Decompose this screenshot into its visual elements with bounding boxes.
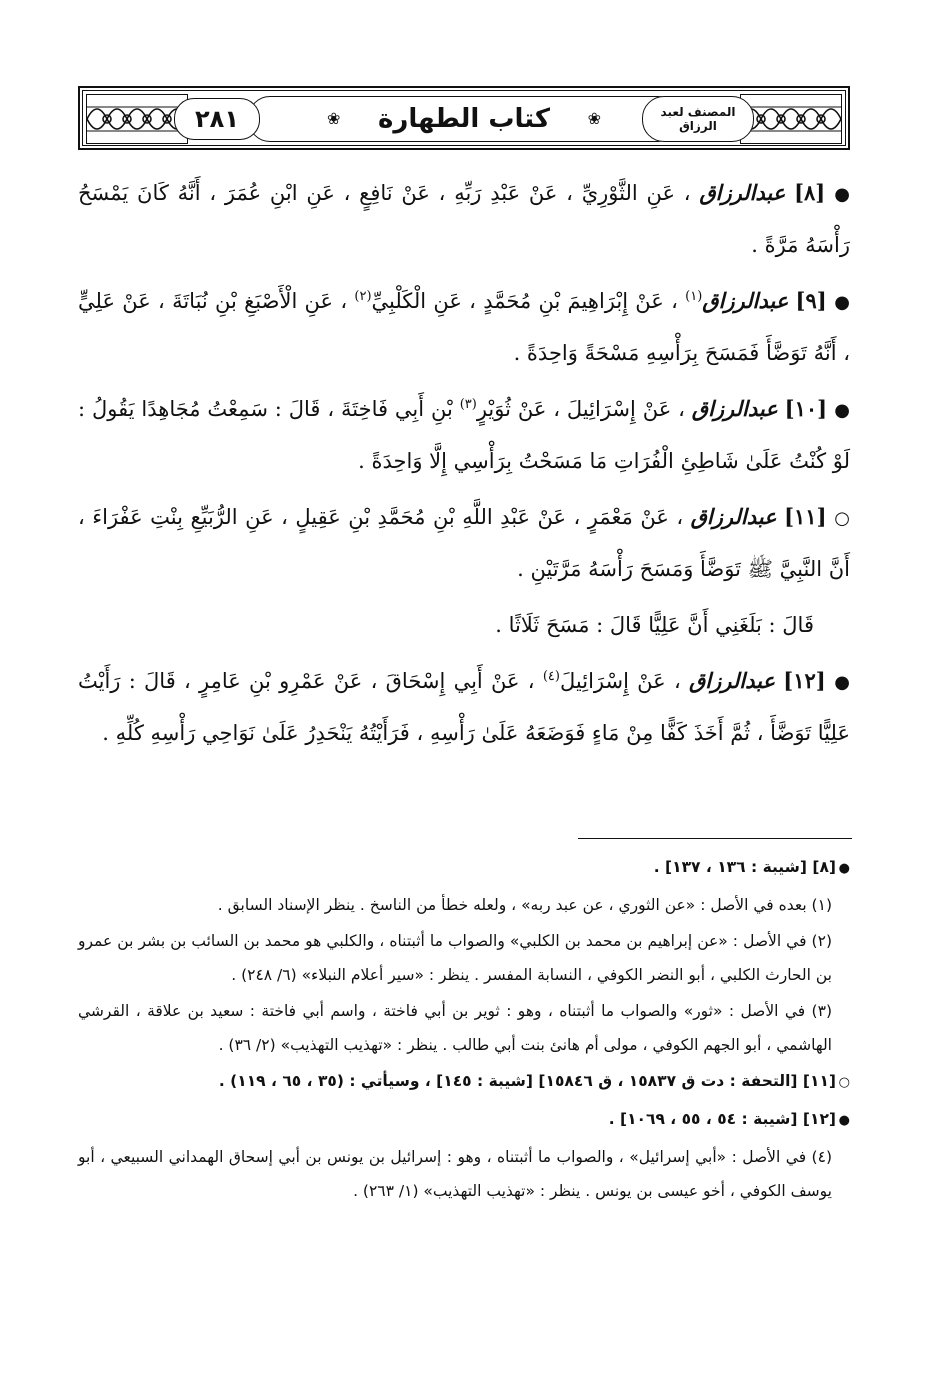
hadith-text: ، عَنْ أَبِي إِسْحَاقَ ، عَنْ عَمْرِو بْنِ عَامِرٍ ، قَالَ : رَأَيْتُ عَلِيًّا تَوَضَّأَ ، ثُمَّ أَخَذَ كَفًّا مِنْ مَاءٍ فَوَضَعَهُ عَلَىٰ رَأْسِهِ ، فَرَأَيْتُهُ يَنْحَدِرُ عَلَىٰ نَوَاحِي رَأْسِهِ كُلِّهِ . bbox=[78, 669, 850, 745]
source-reference-text: [١١] [التحفة : دت ق ١٥٨٣٧ ، ق ١٥٨٤٦] [شيبة : ١٤٥] ، وسيأتي : (٣٥ ، ٦٥ ، ١١٩) . bbox=[218, 1072, 836, 1090]
footnote: (١) بعده في الأصل : «عن الثوري ، عن عبد ربه» ، ولعله خطأ من الناسخ . ينظر الإسناد السابق . bbox=[217, 896, 832, 914]
filled-circle-icon: ● bbox=[838, 861, 850, 876]
open-circle-icon: ○ bbox=[838, 1075, 850, 1090]
hadith-text: ، عَنْ إِسْرَائِيلَ ، عَنْ ثُوَيْرٍ bbox=[476, 397, 685, 421]
footnote: (٤) في الأصل : «أبي إسرائيل» ، والصواب ما أثبتناه ، وهو : إسرائيل بن يونس بن أبي إسحاق الهمداني السبيعي ، أبو يوسف الكوفي ، أخو عيسى بن يونس . ينظر : «تهذيب التهذيب» (١/ ٢٦٣) . bbox=[78, 1148, 832, 1200]
page-number: ٢٨١ bbox=[195, 105, 239, 133]
footnote-reference[interactable]: (٢) bbox=[354, 289, 372, 304]
footnote-reference[interactable]: (٤) bbox=[542, 669, 560, 684]
source-reference bbox=[78, 1102, 850, 1138]
page-header bbox=[78, 86, 850, 150]
footnote: (٣) في الأصل : «ثور» والصواب ما أثبتناه ، وهو : ثوير بن أبي فاختة ، واسم أبي فاختة : سعيد بن علاقة ، القرشي الهاشمي ، أبو الجهم الكوفي ، مولى أم هانئ بنت أبي طالب . ينظر : «تهذيب التهذيب» (٢/ ٣٦) . bbox=[78, 1002, 832, 1054]
filled-circle-icon: ● bbox=[834, 400, 850, 421]
hadith-text: ، عَنِ الْأَصْبَغِ بْنِ نُبَاتَةَ ، عَنْ عَلِيٍّ ، أَنَّهُ تَوَضَّأَ فَمَسَحَ بِرَأْسِهِ مَسْحَةً وَاحِدَةً . bbox=[78, 289, 850, 365]
footnote-reference[interactable]: (٣) bbox=[459, 397, 477, 412]
hadith-number: [١٠] bbox=[784, 396, 828, 421]
open-circle-icon: ○ bbox=[834, 508, 850, 529]
footnote: (٢) في الأصل : «عن إبراهيم بن محمد بن الكلبي» والصواب ما أثبتناه ، والكلبي هو محمد بن السائب بن بشر بن عمرو بن الحارث الكلبي ، أبو النضر الكوفي ، النسابة المفسر . ينظر : «سير أعلام النبلاء» (٦/ ٢٤٨) . bbox=[78, 932, 832, 984]
source-reference-text: [٨] [شيبة : ١٣٦ ، ١٣٧] . bbox=[653, 858, 836, 876]
hadith-text: بْنِ أَبِي فَاخِتَةَ ، قَالَ : سَمِعْتُ مُجَاهِدًا يَقُولُ : لَوْ كُنْتُ عَلَىٰ شَاطِئِ الْفُرَاتِ مَا مَسَحْتُ بِرَأْسِي إِلَّا وَاحِدَةً . bbox=[78, 397, 850, 473]
filled-circle-icon: ● bbox=[834, 672, 850, 693]
hadith-text: ، عَنْ مَعْمَرٍ ، عَنْ عَبْدِ اللَّهِ بْنِ مُحَمَّدِ بْنِ عَقِيلٍ ، عَنِ الرُّبَيِّعِ بِنْتِ عَفْرَاءَ ، أَنَّ النَّبِيَّ ﷺ تَوَضَّأَ وَمَسَحَ رَأْسَهُ مَرَّتَيْنِ . bbox=[78, 505, 850, 581]
ornament-flower-icon: ❀ bbox=[327, 109, 341, 128]
ornament-flower-icon: ❀ bbox=[587, 109, 601, 128]
page-number-badge bbox=[174, 98, 260, 140]
chapter-title: كتاب الطهارة bbox=[378, 104, 550, 134]
hadith-entry bbox=[78, 168, 850, 270]
hadith-number: [٨] bbox=[794, 180, 826, 205]
hadith-entry bbox=[78, 492, 850, 594]
chapter-title-panel bbox=[248, 96, 680, 142]
hadith-entry bbox=[78, 276, 850, 378]
hadith-author: عبدالرزاق bbox=[702, 288, 789, 313]
ornament-right bbox=[740, 94, 842, 144]
main-text bbox=[78, 168, 850, 764]
footnote-reference[interactable]: (١) bbox=[685, 289, 703, 304]
hadith-author: عبدالرزاق bbox=[699, 180, 786, 205]
filled-circle-icon: ● bbox=[838, 1113, 850, 1128]
hadith-author: عبدالرزاق bbox=[689, 668, 775, 693]
hadith-author: عبدالرزاق bbox=[690, 504, 777, 529]
hadith-number: [١٢] bbox=[783, 668, 826, 693]
filled-circle-icon: ● bbox=[834, 292, 850, 313]
hadith-text: ، عَنْ إِبْرَاهِيمَ بْنِ مُحَمَّدٍ ، عَنِ الْكَلْبِيِّ bbox=[371, 289, 678, 313]
hadith-text: ، عَنْ إِسْرَائِيلَ bbox=[559, 669, 681, 693]
hadith-author: عبدالرزاق bbox=[691, 396, 778, 421]
footnote-separator bbox=[578, 838, 852, 839]
footnotes bbox=[78, 850, 850, 1210]
ornament-left bbox=[86, 94, 188, 144]
hadith-entry bbox=[78, 656, 850, 758]
source-reference bbox=[78, 1064, 850, 1100]
hadith-quote: قَالَ : بَلَغَنِي أَنَّ عَلِيًّا قَالَ : مَسَحَ ثَلَاثًا . bbox=[495, 613, 814, 637]
book-logo bbox=[642, 96, 754, 142]
source-reference-text: [١٢] [شيبة : ٥٤ ، ٥٥ ، ١٠٦٩] . bbox=[608, 1110, 836, 1128]
book-logo-text: المصنف لعبد الرزاق bbox=[660, 105, 736, 133]
hadith-number: [٩] bbox=[795, 288, 827, 313]
hadith-text: ، عَنِ الثَّوْرِيِّ ، عَنْ عَبْدِ رَبِّهِ ، عَنْ نَافِعٍ ، عَنِ ابْنِ عُمَرَ ، أَنَّهُ كَانَ يَمْسَحُ رَأْسَهُ مَرَّةً . bbox=[78, 181, 850, 257]
hadith-entry bbox=[78, 384, 850, 486]
hadith-number: [١١] bbox=[784, 504, 827, 529]
filled-circle-icon: ● bbox=[834, 184, 851, 205]
source-reference bbox=[78, 850, 850, 886]
